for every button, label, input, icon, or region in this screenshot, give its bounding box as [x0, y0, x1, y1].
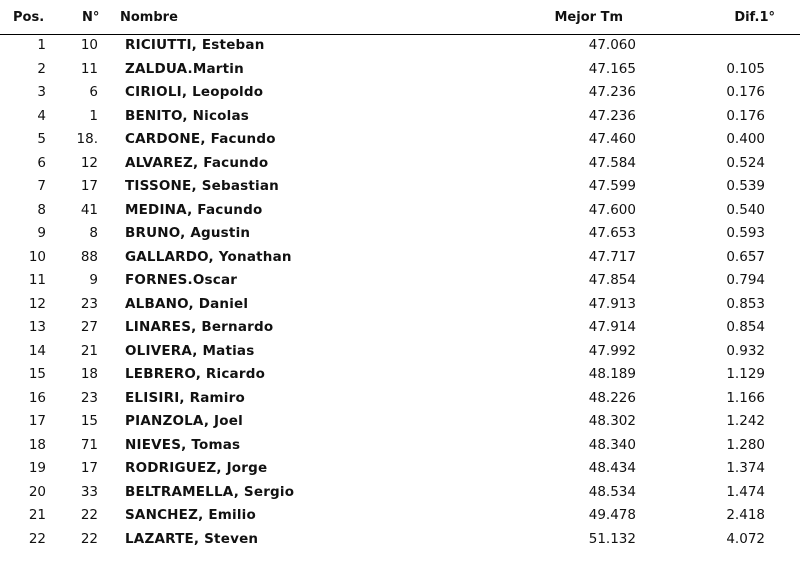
table-row: [0, 457, 800, 481]
difference-cell: 1.280: [726, 436, 765, 453]
driver-name-cell: PIANZOLA, Joel: [125, 413, 243, 429]
column-header-difference: Dif.1°: [734, 10, 775, 25]
best-time-cell: 47.460: [588, 131, 636, 147]
car-number-cell: 33: [80, 483, 98, 500]
driver-name-cell: ALVAREZ, Facundo: [125, 154, 269, 171]
difference-cell: 0.524: [726, 154, 765, 171]
results-table-body: [0, 34, 800, 551]
difference-cell: 0.539: [726, 178, 765, 194]
best-time-cell: 48.302: [588, 413, 636, 429]
best-time-cell: 47.913: [588, 295, 636, 312]
difference-cell: 1.474: [726, 483, 765, 500]
driver-name-cell: GALLARDO, Yonathan: [125, 248, 292, 265]
driver-name-cell: ELISIRI, Ramiro: [125, 389, 245, 406]
car-number-cell: 23: [80, 389, 98, 406]
position-cell: 22: [28, 530, 46, 547]
driver-name-cell: ALBANO, Daniel: [125, 295, 249, 312]
driver-name-cell: ZALDUA.Martin: [125, 60, 244, 77]
driver-name-cell: LINARES, Bernardo: [125, 319, 274, 335]
position-cell: 16: [28, 389, 46, 406]
best-time-cell: 47.165: [588, 60, 636, 77]
driver-name-cell: FORNES.Oscar: [125, 272, 238, 288]
table-row: [0, 128, 800, 152]
difference-cell: 1.374: [726, 460, 765, 476]
difference-cell: 1.166: [726, 389, 765, 406]
table-row: [0, 293, 800, 317]
car-number-cell: 17: [80, 460, 98, 476]
position-cell: 6: [37, 154, 46, 171]
best-time-cell: 47.584: [588, 154, 636, 171]
table-row: [0, 222, 800, 246]
best-time-cell: 47.854: [588, 272, 636, 288]
car-number-cell: 22: [80, 507, 98, 523]
position-cell: 21: [28, 507, 46, 523]
car-number-cell: 11: [80, 60, 98, 77]
difference-cell: 0.853: [726, 295, 765, 312]
difference-cell: 1.242: [726, 413, 765, 429]
car-number-cell: 17: [80, 178, 98, 194]
position-cell: 4: [37, 107, 46, 124]
position-cell: 18: [28, 436, 46, 453]
table-row: [0, 434, 800, 458]
table-row: [0, 105, 800, 129]
difference-cell: 0.794: [726, 272, 765, 288]
position-cell: 8: [37, 201, 46, 218]
driver-name-cell: OLIVERA, Matias: [125, 342, 255, 359]
position-cell: 3: [37, 84, 46, 100]
position-cell: 13: [28, 319, 46, 335]
best-time-cell: 47.599: [588, 178, 636, 194]
position-cell: 9: [37, 225, 46, 241]
table-row: [0, 340, 800, 364]
position-cell: 17: [28, 413, 46, 429]
position-cell: 7: [37, 178, 46, 194]
difference-cell: 0.854: [726, 319, 765, 335]
best-time-cell: 48.226: [588, 389, 636, 406]
table-row: [0, 175, 800, 199]
difference-cell: 0.105: [726, 60, 765, 77]
table-row: [0, 199, 800, 223]
car-number-cell: 10: [80, 37, 98, 53]
best-time-cell: 48.434: [588, 460, 636, 476]
driver-name-cell: NIEVES, Tomas: [125, 436, 241, 453]
column-header-name: Nombre: [120, 10, 178, 25]
best-time-cell: 48.189: [588, 366, 636, 382]
difference-cell: 2.418: [726, 507, 765, 523]
position-cell: 12: [28, 295, 46, 312]
best-time-cell: 47.717: [588, 248, 636, 265]
position-cell: 2: [37, 60, 46, 77]
driver-name-cell: BENITO, Nicolas: [125, 107, 250, 124]
driver-name-cell: TISSONE, Sebastian: [125, 178, 279, 194]
difference-cell: 0.176: [726, 107, 765, 124]
car-number-cell: 9: [89, 272, 98, 288]
car-number-cell: 18: [80, 366, 98, 382]
driver-name-cell: BRUNO, Agustin: [125, 225, 251, 241]
car-number-cell: 21: [80, 342, 98, 359]
best-time-cell: 47.653: [588, 225, 636, 241]
best-time-cell: 47.992: [588, 342, 636, 359]
table-row: [0, 504, 800, 528]
table-row: [0, 269, 800, 293]
driver-name-cell: RODRIGUEZ, Jorge: [125, 460, 268, 476]
car-number-cell: 18.: [76, 131, 98, 147]
car-number-cell: 8: [89, 225, 98, 241]
car-number-cell: 41: [80, 201, 98, 218]
position-cell: 1: [37, 37, 46, 53]
table-row: [0, 528, 800, 552]
column-header-best-time: Mejor Tm: [554, 10, 623, 25]
driver-name-cell: CARDONE, Facundo: [125, 131, 276, 147]
table-row: [0, 481, 800, 505]
best-time-cell: 47.236: [588, 84, 636, 100]
difference-cell: 1.129: [726, 366, 765, 382]
driver-name-cell: MEDINA, Facundo: [125, 201, 263, 218]
car-number-cell: 27: [80, 319, 98, 335]
best-time-cell: 48.534: [588, 483, 636, 500]
car-number-cell: 6: [89, 84, 98, 100]
best-time-cell: 51.132: [588, 530, 636, 547]
car-number-cell: 23: [80, 295, 98, 312]
position-cell: 11: [28, 272, 46, 288]
difference-cell: 0.400: [726, 131, 765, 147]
best-time-cell: 47.236: [588, 107, 636, 124]
position-cell: 5: [37, 131, 46, 147]
best-time-cell: 47.060: [588, 37, 636, 53]
driver-name-cell: CIRIOLI, Leopoldo: [125, 84, 264, 100]
difference-cell: 0.657: [726, 248, 765, 265]
column-header-number: N°: [82, 10, 100, 25]
table-row: [0, 316, 800, 340]
table-row: [0, 363, 800, 387]
table-row: [0, 410, 800, 434]
position-cell: 14: [28, 342, 46, 359]
driver-name-cell: LAZARTE, Steven: [125, 530, 259, 547]
best-time-cell: 47.600: [588, 201, 636, 218]
column-header-position: Pos.: [13, 10, 45, 25]
difference-cell: 0.932: [726, 342, 765, 359]
driver-name-cell: LEBRERO, Ricardo: [125, 366, 266, 382]
table-row: [0, 152, 800, 176]
car-number-cell: 22: [80, 530, 98, 547]
table-row: [0, 34, 800, 58]
difference-cell: 0.540: [726, 201, 765, 218]
results-table-header: [0, 0, 800, 35]
position-cell: 10: [28, 248, 46, 265]
table-row: [0, 81, 800, 105]
table-row: [0, 387, 800, 411]
car-number-cell: 12: [80, 154, 98, 171]
position-cell: 19: [28, 460, 46, 476]
car-number-cell: 71: [80, 436, 98, 453]
car-number-cell: 88: [80, 248, 98, 265]
position-cell: 20: [28, 483, 46, 500]
table-row: [0, 58, 800, 82]
difference-cell: 0.176: [726, 84, 765, 100]
best-time-cell: 48.340: [588, 436, 636, 453]
table-row: [0, 246, 800, 270]
best-time-cell: 47.914: [588, 319, 636, 335]
best-time-cell: 49.478: [588, 507, 636, 523]
difference-cell: 0.593: [726, 225, 765, 241]
position-cell: 15: [28, 366, 46, 382]
difference-cell: 4.072: [726, 530, 765, 547]
driver-name-cell: SANCHEZ, Emilio: [125, 507, 256, 523]
car-number-cell: 15: [80, 413, 98, 429]
car-number-cell: 1: [89, 107, 98, 124]
driver-name-cell: BELTRAMELLA, Sergio: [125, 483, 295, 500]
driver-name-cell: RICIUTTI, Esteban: [125, 37, 265, 53]
